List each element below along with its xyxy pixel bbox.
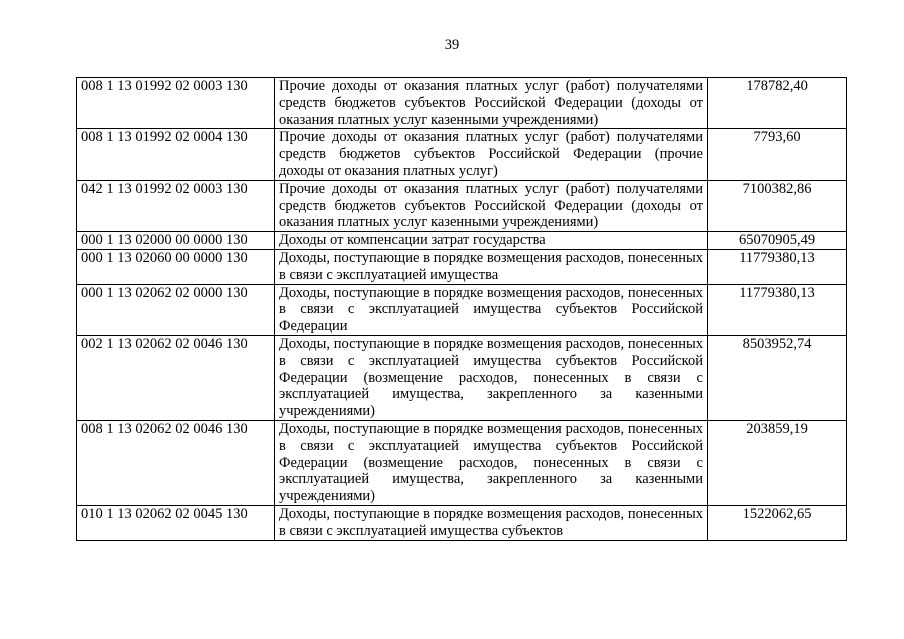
row-name: Доходы, поступающие в порядке возмещения расходов, понесенных в связи с эксплуатацией имущества (275, 249, 708, 284)
table-row (77, 129, 847, 180)
row-amount: 7793,60 (708, 129, 847, 180)
table-row (77, 420, 847, 505)
row-code: 000 1 13 02060 00 0000 130 (77, 249, 275, 284)
row-code: 008 1 13 02062 02 0046 130 (77, 420, 275, 505)
row-amount: 11779380,13 (708, 284, 847, 335)
page-number: 39 (444, 37, 460, 53)
table-row (77, 232, 847, 250)
row-code: 010 1 13 02062 02 0045 130 (77, 505, 275, 540)
table-row (77, 284, 847, 335)
table-row (77, 78, 847, 129)
row-code: 042 1 13 01992 02 0003 130 (77, 180, 275, 231)
table-row (77, 249, 847, 284)
row-amount: 8503952,74 (708, 335, 847, 420)
row-amount: 203859,19 (708, 420, 847, 505)
row-amount: 11779380,13 (708, 249, 847, 284)
row-name: Доходы, поступающие в порядке возмещения расходов, понесенных в связи с эксплуатацией имущества субъектов (275, 505, 708, 540)
row-name: Доходы, поступающие в порядке возмещения расходов, понесенных в связи с эксплуатацией имущества субъектов Российской Федерации (275, 284, 708, 335)
row-code: 008 1 13 01992 02 0004 130 (77, 129, 275, 180)
row-name: Доходы, поступающие в порядке возмещения расходов, понесенных в связи с эксплуатацией имущества субъектов Российской Федерации (возмещение расходов, понесенных в связи с эксплуатацией имущества, закрепленного за казенными учреждениями) (275, 420, 708, 505)
table-row (77, 180, 847, 231)
table-row (77, 505, 847, 540)
row-code: 000 1 13 02000 00 0000 130 (77, 232, 275, 250)
row-amount: 7100382,86 (708, 180, 847, 231)
row-name: Прочие доходы от оказания платных услуг (работ) получателями средств бюджетов субъектов Российской Федерации (доходы от оказания платных услуг казенными учреждениями) (275, 78, 708, 129)
row-amount: 178782,40 (708, 78, 847, 129)
row-amount: 65070905,49 (708, 232, 847, 250)
row-code: 002 1 13 02062 02 0046 130 (77, 335, 275, 420)
row-name: Доходы, поступающие в порядке возмещения расходов, понесенных в связи с эксплуатацией имущества субъектов Российской Федерации (возмещение расходов, понесенных в связи с эксплуатацией имущества, закрепленного за казенными учреждениями) (275, 335, 708, 420)
revenue-table (76, 77, 847, 541)
table-row (77, 335, 847, 420)
row-amount: 1522062,65 (708, 505, 847, 540)
row-code: 008 1 13 01992 02 0003 130 (77, 78, 275, 129)
row-name: Доходы от компенсации затрат государства (275, 232, 708, 250)
row-name: Прочие доходы от оказания платных услуг (работ) получателями средств бюджетов субъектов Российской Федерации (доходы от оказания платных услуг казенными учреждениями) (275, 180, 708, 231)
row-name: Прочие доходы от оказания платных услуг (работ) получателями средств бюджетов субъектов Российской Федерации (прочие доходы от оказания платных услуг) (275, 129, 708, 180)
row-code: 000 1 13 02062 02 0000 130 (77, 284, 275, 335)
